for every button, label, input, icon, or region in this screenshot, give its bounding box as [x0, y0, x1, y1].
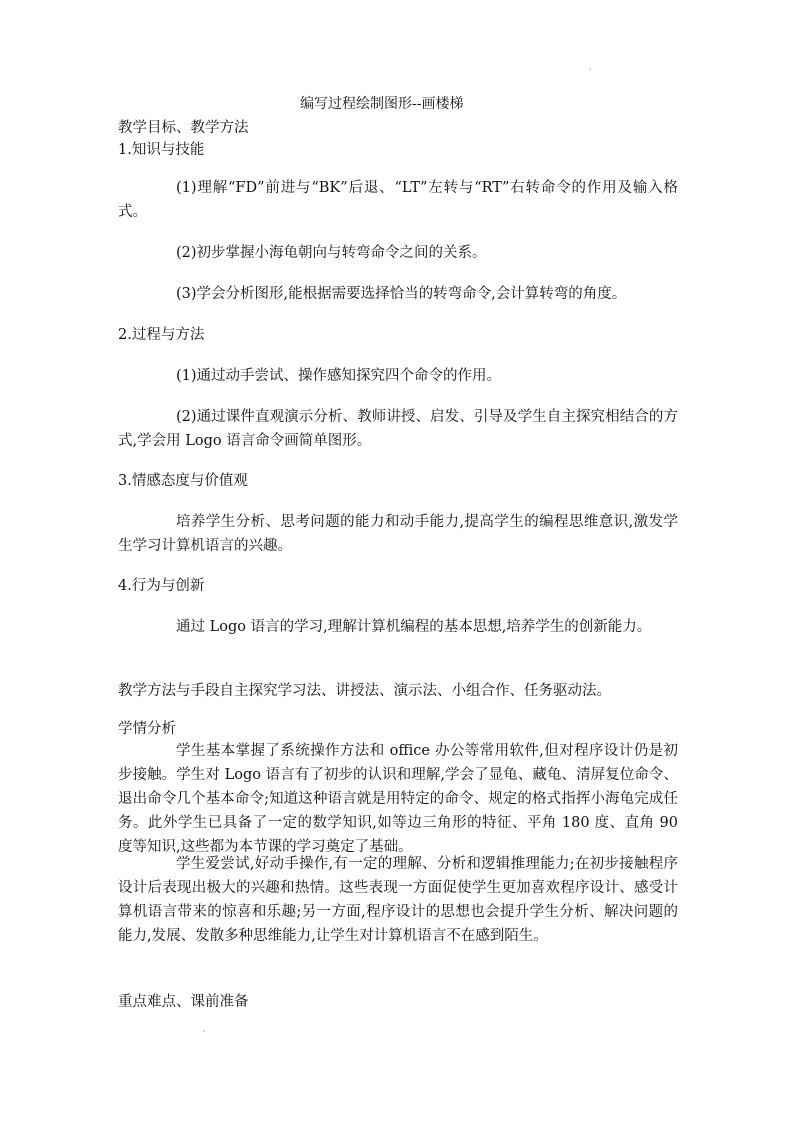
goals-heading: 教学目标、教学方法 — [118, 120, 249, 136]
section-1-heading: 1.知识与技能 — [118, 142, 205, 158]
section-3-heading: 3.情感态度与价值观 — [118, 473, 248, 489]
analysis-heading: 学情分析 — [118, 721, 176, 737]
section-1-paragraph-2: (2)初步掌握小海龟朝向与转弯命令之间的关系。 — [176, 245, 487, 261]
section-2-paragraph-2: (2)通过课件直观演示分析、教师讲授、启发、引导及学生自主探究相结合的方式,学会用 Logo 语言命令画简单图形。 — [118, 409, 678, 449]
section-2-paragraph-1: (1)通过动手尝试、操作感知探究四个命令的作用。 — [176, 368, 502, 384]
teaching-methods-line: 教学方法与手段自主探究学习法、讲授法、演示法、小组合作、任务驱动法。 — [118, 683, 611, 699]
section-4-paragraph-1: 通过 Logo 语言的学习,理解计算机编程的基本思想,培养学生的创新能力。 — [176, 619, 652, 635]
closing-heading: 重点难点、课前准备 — [118, 994, 249, 1010]
analysis-paragraph-2: 学生爱尝试,好动手操作,有一定的理解、分析和逻辑推理能力;在初步接触程序设计后表现出极大的兴趣和热情。这些表现一方面促使学生更加喜欢程序设计、感受计算机语言带来的惊喜和乐趣;另一方面,程序设计的思想也会提升学生分析、解决问题的能力,发展、发散多种思维能力,让学生对计算机语言不在感到陌生。 — [118, 856, 678, 944]
analysis-paragraph-1: 学生基本掌握了系统操作方法和 office 办公等常用软件,但对程序设计仍是初步接触。学生对 Logo 语言有了初步的认识和理解,学会了显龟、藏龟、清屏复位命令、退出命令几个基本命令;知道这种语言就是用特定的命令、规定的格式指挥小海龟完成任务。此外学生已具备了一定的数学知识,如等边三角形的特征、平角 180 度、直角 90 度等知识,这些都为本节课的学习奠定了基础。 — [118, 743, 678, 855]
section-4-heading: 4.行为与创新 — [118, 578, 205, 594]
document-title: 编写过程绘制图形--画楼梯 — [300, 96, 464, 112]
section-2-heading: 2.过程与方法 — [118, 327, 205, 343]
section-1-paragraph-1: (1)理解“FD”前进与“BK”后退、“LT”左转与“RT”右转命令的作用及输入格式。 — [118, 180, 678, 220]
section-1-paragraph-3: (3)学会分析图形,能根据需要选择恰当的转弯命令,会计算转弯的角度。 — [176, 286, 627, 302]
scan-speck — [589, 68, 591, 70]
scan-speck — [203, 1030, 205, 1032]
section-3-paragraph-1: 培养学生分析、思考问题的能力和动手能力,提高学生的编程思维意识,激发学生学习计算机语言的兴趣。 — [118, 514, 678, 554]
